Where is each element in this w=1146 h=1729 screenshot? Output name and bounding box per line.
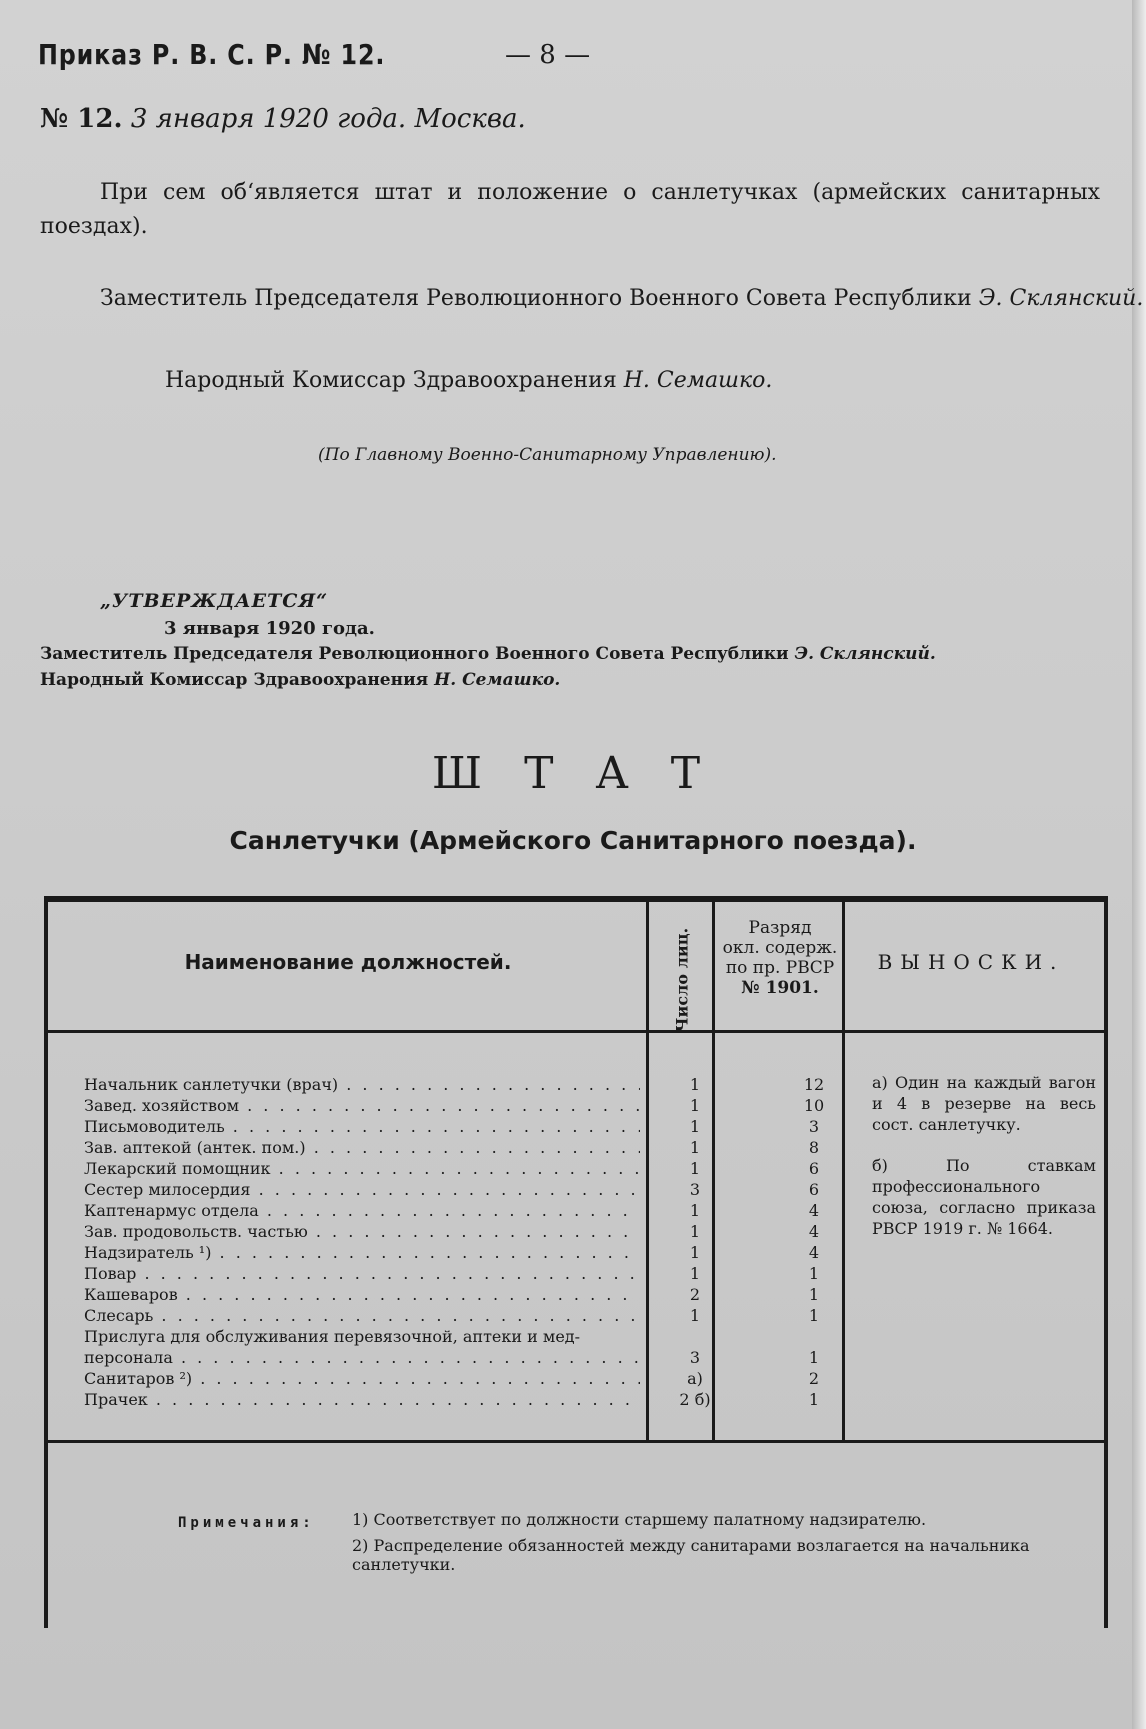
- position-count: 1: [689, 1096, 701, 1115]
- position-name: Прислуга для обслуживания перевязочной, аптеки и мед-: [84, 1327, 581, 1346]
- approval-commissar-name: Н. Семашко.: [434, 670, 561, 690]
- column-header-notes: ВЫНОСКИ.: [877, 950, 1065, 974]
- rank-header-line: по пр. РВСР: [725, 958, 835, 978]
- remarks-label: [178, 1512, 315, 1531]
- position-name: Сестер милосердия . . .: [84, 1179, 640, 1200]
- table-top-rule: [44, 896, 1104, 902]
- page-edge: [1132, 0, 1146, 1729]
- position-name: Завед. хозяйством . . .: [84, 1095, 640, 1116]
- position-rank: 1: [808, 1348, 820, 1367]
- approval-signature-deputy: [40, 644, 936, 664]
- table-row: [84, 1347, 1084, 1368]
- signature-commissar: [165, 368, 772, 393]
- position-rank: 12: [803, 1075, 825, 1094]
- signature-commissar-title: Народный Комиссар Здравоохранения: [165, 368, 617, 393]
- position-name: Начальник санлетучки (врач) . . .: [84, 1074, 640, 1095]
- position-count: 3: [689, 1348, 701, 1367]
- rank-header-line: окл. содерж.: [722, 938, 838, 958]
- position-count: 1: [689, 1306, 701, 1325]
- position-name: персонала . . .: [84, 1347, 640, 1368]
- position-rank: 1: [808, 1306, 820, 1325]
- approval-deputy-title: Заместитель Председателя Революционного Военного Совета Республики: [40, 644, 789, 664]
- footnote-a: а) Один на каждый вагон и 4 в резерве на весь сост. санлетучку.: [872, 1073, 1096, 1134]
- position-rank: 1: [808, 1390, 820, 1409]
- approval-deputy-name: Э. Склянский.: [794, 644, 936, 664]
- position-name: Санитаров ²) . . .: [84, 1368, 640, 1389]
- position-count: а): [687, 1369, 703, 1388]
- position-name: Кашеваров . . .: [84, 1284, 640, 1305]
- rank-header-line: Разряд: [748, 918, 812, 938]
- table-row: [84, 1368, 1084, 1389]
- position-name: Слесарь . . .: [84, 1305, 640, 1326]
- intro-paragraph: При сем об‘является штат и положение о санлетучках (армейских санитарных поездах).: [40, 180, 1100, 239]
- order-date-place: 3 января 1920 года. Москва.: [130, 104, 526, 134]
- position-rank: 2: [808, 1369, 820, 1388]
- position-name: Прачек . . .: [84, 1389, 640, 1410]
- signature-deputy-name: Э. Склянский.: [978, 286, 1144, 311]
- position-count: 1: [689, 1201, 701, 1220]
- approval-date: 3 января 1920 года.: [164, 618, 375, 639]
- position-count: 1: [689, 1117, 701, 1136]
- position-rank: 3: [808, 1117, 820, 1136]
- position-name: Лекарский помощник . . .: [84, 1158, 640, 1179]
- approval-title: „УТВЕРЖДАЕТСЯ“: [100, 590, 329, 612]
- table-row: [84, 1326, 1084, 1347]
- position-count: 1: [689, 1075, 701, 1094]
- position-rank: 8: [808, 1138, 820, 1157]
- position-count: 1: [689, 1222, 701, 1241]
- remark-1: 1) Соответствует по должности старшему палатному надзирателю.: [352, 1510, 927, 1529]
- position-rank: 4: [808, 1243, 820, 1262]
- position-name: Повар . . .: [84, 1263, 640, 1284]
- position-rank: 1: [808, 1264, 820, 1283]
- position-count: 1: [689, 1159, 701, 1178]
- position-name: Зав. продовольств. частью . . .: [84, 1221, 640, 1242]
- position-count: 1: [689, 1264, 701, 1283]
- position-count: 1: [689, 1138, 701, 1157]
- table-row: [84, 1284, 1084, 1305]
- staff-title: Ш Т А Т: [431, 748, 715, 799]
- position-rank: 6: [808, 1159, 820, 1178]
- position-rank: 1: [808, 1285, 820, 1304]
- table-bottom-rule: [44, 1440, 1104, 1443]
- page-number: — 8 —: [505, 40, 591, 70]
- department-line: (По Главному Военно-Санитарному Управлению).: [318, 445, 777, 465]
- position-count: 2: [689, 1285, 701, 1304]
- position-rank: 6: [808, 1180, 820, 1199]
- position-name: Письмоводитель . . .: [84, 1116, 640, 1137]
- column-header-name: Наименование должностей.: [184, 950, 512, 974]
- position-rank: 4: [808, 1222, 820, 1241]
- position-name: Надзиратель ¹) . . .: [84, 1242, 640, 1263]
- table-header-rule: [44, 1030, 1104, 1033]
- order-heading: [40, 104, 526, 134]
- position-count: 3: [689, 1180, 701, 1199]
- position-count: 1: [689, 1243, 701, 1262]
- table-row: [84, 1389, 1084, 1410]
- signature-commissar-name: Н. Семашко.: [623, 368, 773, 393]
- signature-deputy-title: Заместитель Председателя Революционного Военного Совета Республики: [100, 286, 972, 311]
- table-row: [84, 1263, 1084, 1284]
- footnote-b: б) По ставкам профессионального союза, согласно приказа РВСР 1919 г. № 1664.: [872, 1156, 1096, 1238]
- position-count: 2 б): [679, 1390, 711, 1409]
- column-header-rank: [716, 918, 844, 998]
- order-number: № 12.: [40, 104, 123, 134]
- position-rank: 10: [803, 1096, 825, 1115]
- staff-subtitle: Санлетучки (Армейского Санитарного поезда).: [229, 826, 917, 855]
- remark-2: 2) Распределение обязанностей между санитарами возлагается на начальника санлетучки.: [352, 1536, 1030, 1574]
- footnotes-column: [872, 1072, 1096, 1259]
- signature-deputy: [100, 286, 1143, 311]
- rank-header-line: № 1901.: [741, 978, 819, 998]
- position-rank: 4: [808, 1201, 820, 1220]
- position-name: Зав. аптекой (антек. пом.) . . .: [84, 1137, 640, 1158]
- table-row: [84, 1305, 1084, 1326]
- approval-signature-commissar: [40, 670, 560, 690]
- remarks-label-text: Примечания:: [178, 1515, 315, 1531]
- column-header-count: [650, 927, 714, 1033]
- column-header-count-text: Число лиц.: [672, 927, 692, 1033]
- approval-commissar-title: Народный Комиссар Здравоохранения: [40, 670, 429, 690]
- position-name: Каптенармус отдела . . .: [84, 1200, 640, 1221]
- order-reference: Приказ Р. В. С. Р. № 12.: [38, 38, 386, 71]
